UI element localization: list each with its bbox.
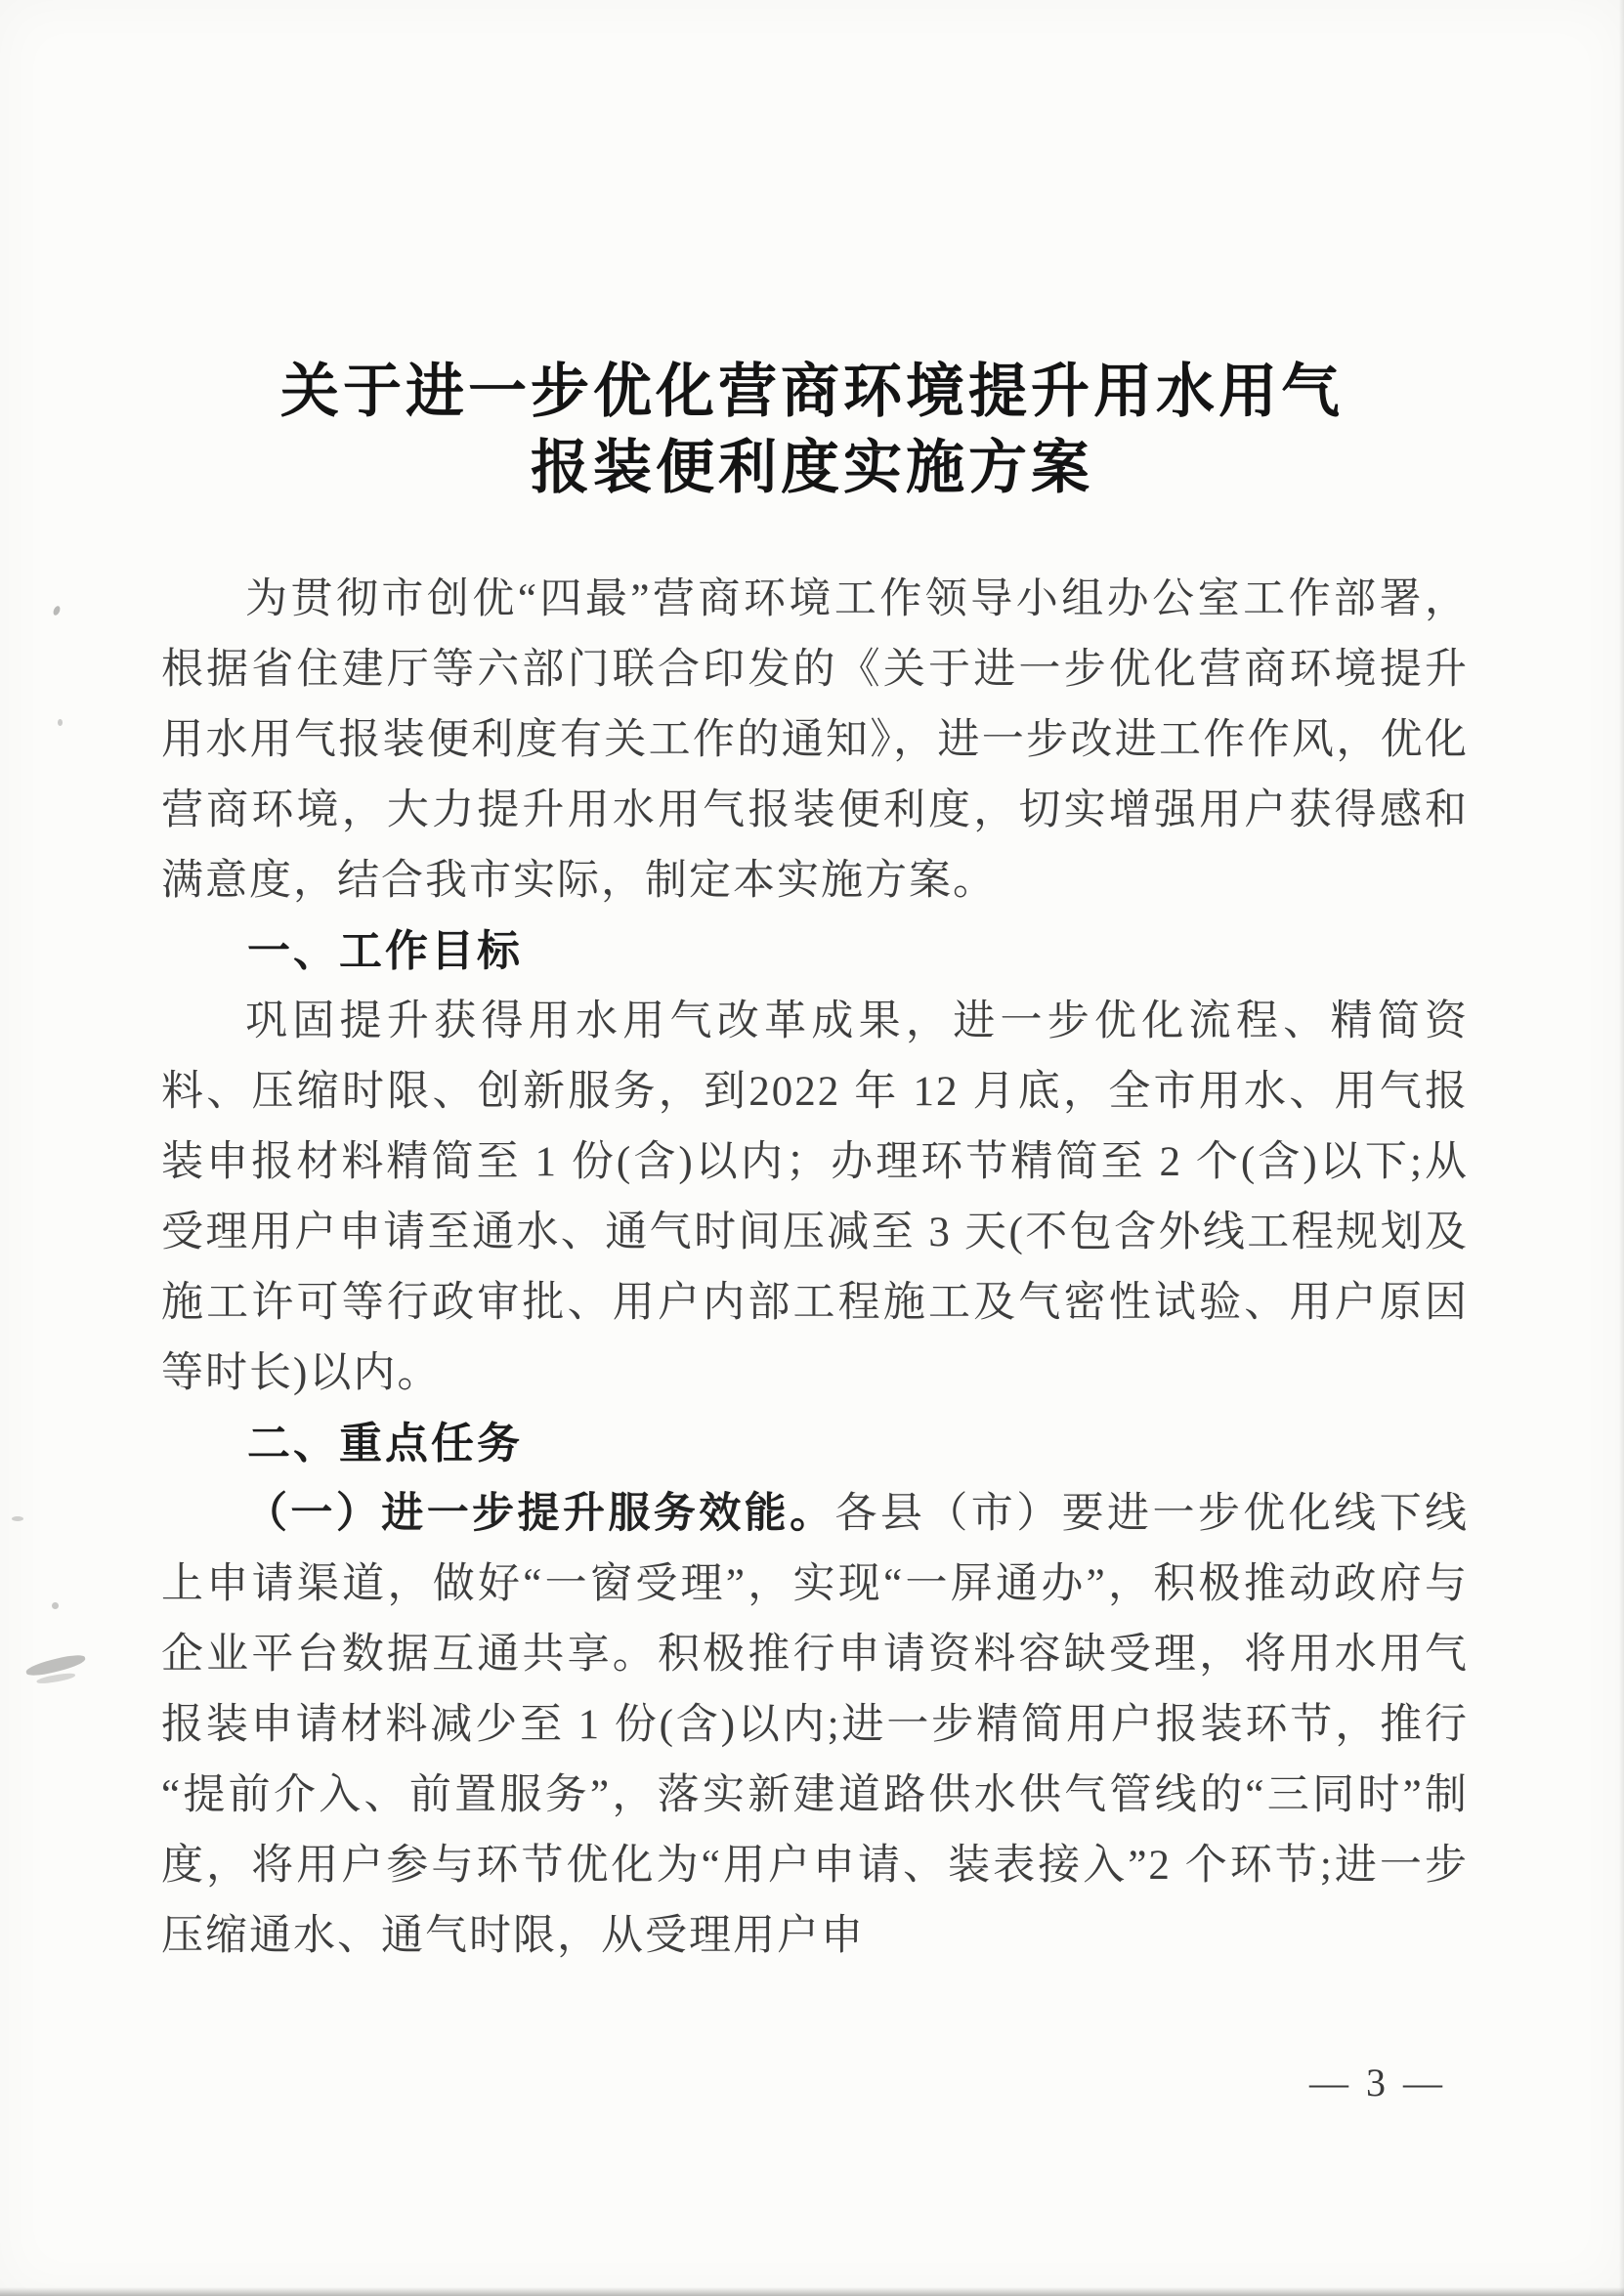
document-title: [0, 354, 1624, 506]
section-heading-key-tasks: 二、重点任务: [247, 1420, 523, 1467]
subsection-text: 各县（市）要进一步优化线下线上申请渠道，做好“一窗受理”，实现“一屏通办”，积极推动政府与企业平台数据互通共享。积极推行申请资料容缺受理，将用水用气报装申请材料减少至 1 份(含)以内;进一步精简用户报装环节，推行“提前介入、前置服务”，落实新建道路供水供气管线的“三同时”制度，将用户参与环节优化为“用户申请、装表接入”2 个环节;进一步压缩通水、通气时限，从受理用户申: [161, 1491, 1469, 1959]
title-line-2: 报装便利度实施方案: [531, 436, 1093, 500]
title-line-1: 关于进一步优化营商环境提升用水用气: [280, 360, 1344, 424]
paragraph-work-goals: 巩固提升获得用水用气改革成果，进一步优化流程、精简资料、压缩时限、创新服务，到2022 年 12 月底，全市用水、用气报装申报材料精简至 1 份(含)以内；办理环节精简至 2 个(含)以下;从受理用户申请至通水、通气时间压减至 3 天(不包含外线工程规划及施工许可等行政审批、用户内部工程施工及气密性试验、用户原因等时长)以内。: [161, 999, 1469, 1396]
scan-speck: [52, 605, 62, 617]
page-number: — 3 —: [1309, 2061, 1446, 2105]
section-heading-work-goals: 一、工作目标: [247, 927, 523, 975]
scan-smudge: [24, 1652, 86, 1679]
scan-edge-shadow-bottom: [0, 2287, 1624, 2296]
scan-edge-shadow-right: [1619, 0, 1624, 2296]
document-body: [161, 565, 1469, 1972]
paragraph-intro: 为贯彻市创优“四最”营商环境工作领导小组办公室工作部署，根据省住建厅等六部门联合印发的《关于进一步优化营商环境提升用水用气报装便利度有关工作的通知》，进一步改进工作作风，优化营商环境，大力提升用水用气报装便利度，切实增强用户获得感和满意度，结合我市实际，制定本实施方案。: [161, 576, 1469, 904]
scan-speck: [52, 1602, 59, 1609]
subsection-lead: （一）进一步提升服务效能。: [245, 1491, 835, 1537]
scan-speck: [58, 719, 63, 726]
paragraph-key-tasks: [161, 1479, 1469, 1972]
scan-speck: [12, 1516, 23, 1521]
